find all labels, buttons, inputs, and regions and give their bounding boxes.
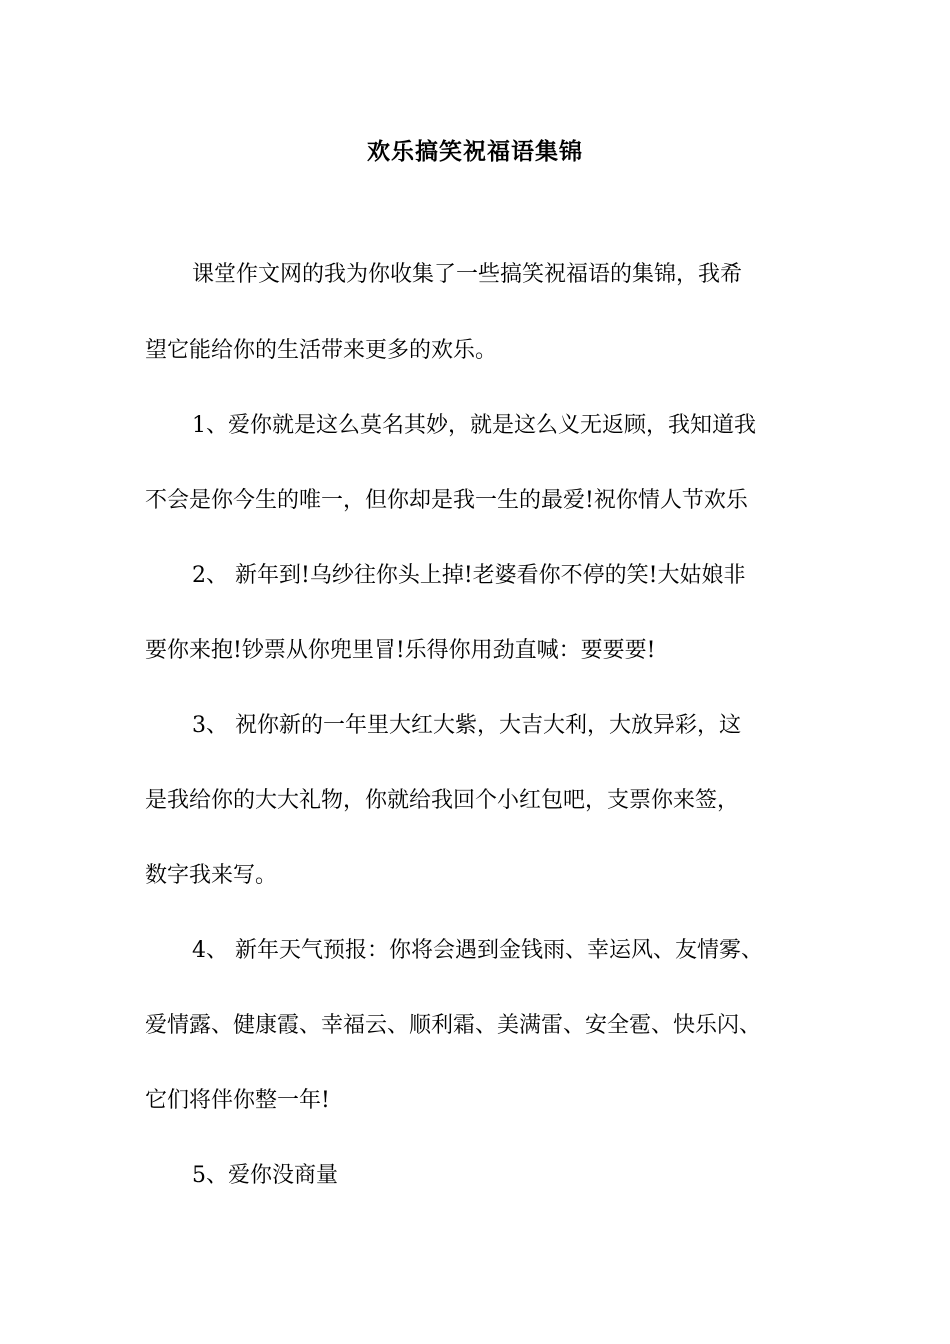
item-2-line-1: 2、 新年到!乌纱往你头上掉!老婆看你不停的笑!大姑娘非	[192, 563, 746, 588]
item-4-line-2: 爱情露、健康霞、幸福云、顺利霜、美满雷、安全雹、快乐闪、	[145, 1013, 762, 1038]
item-5-line-1: 5、爱你没商量	[192, 1163, 338, 1188]
item-2-line-2: 要你来抱!钞票从你兜里冒!乐得你用劲直喊：要要要!	[145, 638, 656, 663]
item-1-line-2: 不会是你今生的唯一，但你却是我一生的最爱!祝你情人节欢乐	[145, 488, 748, 513]
item-4-line-3: 它们将伴你整一年!	[145, 1088, 330, 1113]
item-3-line-3: 数字我来写。	[145, 863, 278, 888]
item-1-line-1: 1、爱你就是这么莫名其妙，就是这么义无返顾，我知道我	[192, 413, 756, 438]
item-3-line-1: 3、 祝你新的一年里大红大紫，大吉大利，大放异彩，这	[192, 713, 741, 738]
intro-line-2: 望它能给你的生活带来更多的欢乐。	[145, 338, 498, 363]
intro-line-1: 课堂作文网的我为你收集了一些搞笑祝福语的集锦，我希	[192, 262, 743, 287]
item-4-line-1: 4、 新年天气预报：你将会遇到金钱雨、幸运风、友情雾、	[192, 938, 763, 963]
item-3-line-2: 是我给你的大大礼物，你就给我回个小红包吧，支票你来签，	[145, 788, 740, 813]
document-title: 欢乐搞笑祝福语集锦	[367, 138, 583, 165]
